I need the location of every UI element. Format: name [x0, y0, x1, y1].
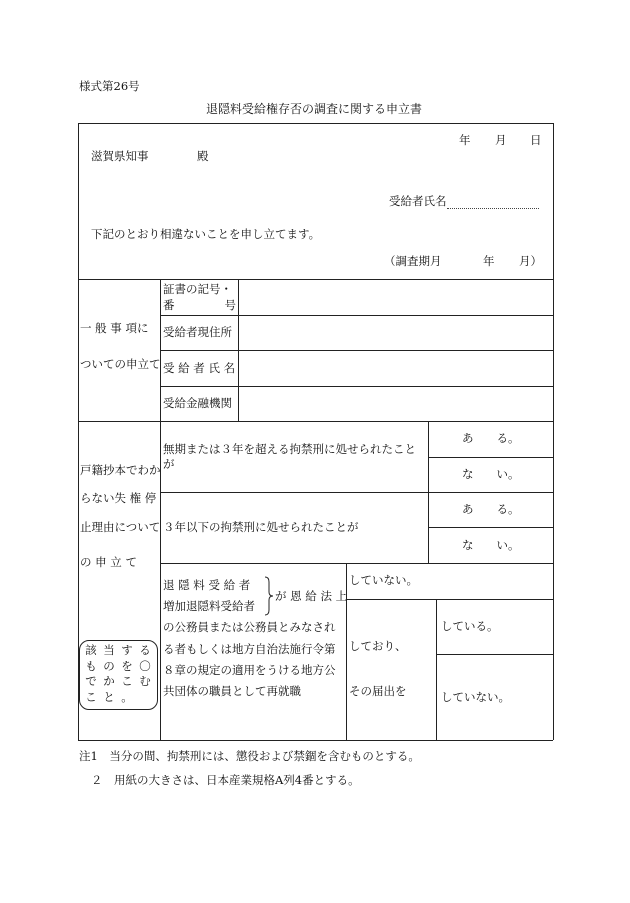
date-month-label: 月: [495, 133, 507, 147]
form-title: 退隠料受給権存否の調査に関する申立書: [206, 102, 423, 116]
bank-label: 受給金融機関: [163, 396, 232, 410]
date-year-label: 年: [459, 133, 471, 147]
period-year: 年: [483, 254, 495, 268]
cert-label-line2: [163, 300, 236, 312]
note-1: 注1 当分の間、拘禁刑には、懲役および禁錮を含むものとする。: [79, 749, 420, 763]
addressee: 滋賀県知事: [91, 149, 149, 163]
recipient-name-line[interactable]: [447, 208, 539, 209]
q1-yes-option[interactable]: あ る。: [462, 431, 520, 445]
family-label-line3: 止理由について: [80, 520, 161, 534]
re-mid: が 恩 給 法 上: [275, 589, 348, 603]
brace-icon: [264, 576, 274, 616]
q1-no-option[interactable]: な い。: [462, 467, 520, 481]
re-line1: 退 隠 料 受 給 者: [163, 578, 251, 592]
re-line6: 共団体の職員として再就職: [163, 684, 301, 698]
re-line4: る者もしくは地方自治法施行令第: [163, 642, 336, 656]
cert-label-go: 号: [224, 298, 236, 312]
general-label-line1: 一 般 事 項に: [80, 321, 149, 335]
q2-yes-option[interactable]: あ る。: [462, 502, 520, 516]
q2-no-option[interactable]: な い。: [462, 538, 520, 552]
recipient-name-label: 受給者氏名: [389, 194, 447, 208]
re-done-and: しており、: [349, 639, 407, 653]
notification-did-not-option[interactable]: していない。: [441, 690, 510, 704]
family-label-line4: の 申 立 て: [80, 555, 137, 569]
re-line2: 増加退隠料受給者: [163, 599, 255, 613]
note-2: ２ 用紙の大きさは、日本産業規格A列4番とする。: [91, 773, 360, 787]
statement: 下記のとおり相違ないことを申し立てます。: [91, 227, 321, 241]
q1-line1: 無期または３年を超える拘禁刑に処せられたこと: [163, 442, 416, 456]
re-not-done-option[interactable]: していない。: [349, 573, 418, 587]
notification-label: その届出を: [349, 684, 407, 698]
notification-did-option[interactable]: している。: [441, 619, 499, 633]
general-label-line2: ついての申立て: [80, 357, 161, 371]
bank-input[interactable]: [240, 388, 551, 419]
family-label-line2: らない失 権 停: [80, 491, 157, 505]
q2-text: ３年以下の拘禁刑に処せられたことが: [163, 520, 359, 534]
form-number: 様式第26号: [79, 79, 140, 93]
note-text: 該 当 す る も の を 〇 で か こ む こ と 。: [85, 643, 151, 704]
cert-number-input[interactable]: [240, 281, 551, 313]
address-label: 受給者現住所: [163, 325, 232, 339]
family-label-line1: 戸籍抄本でわか: [80, 463, 161, 477]
honorific: 殿: [197, 149, 209, 163]
q1-line2: が: [163, 457, 175, 471]
name-label: 受 給 者 氏 名: [163, 361, 236, 375]
cert-label-line1: 証書の記号・: [163, 282, 232, 296]
name-input[interactable]: [240, 352, 551, 384]
address-input[interactable]: [240, 317, 551, 348]
period-open: （調査期月: [384, 254, 442, 268]
re-line5: ８章の規定の適用をうける地方公: [163, 663, 336, 677]
re-line3: の公務員または公務員とみなされ: [163, 620, 336, 634]
period-close: 月）: [519, 254, 542, 268]
cert-label-ban: 番: [163, 298, 175, 312]
date-day-label: 日: [530, 133, 542, 147]
